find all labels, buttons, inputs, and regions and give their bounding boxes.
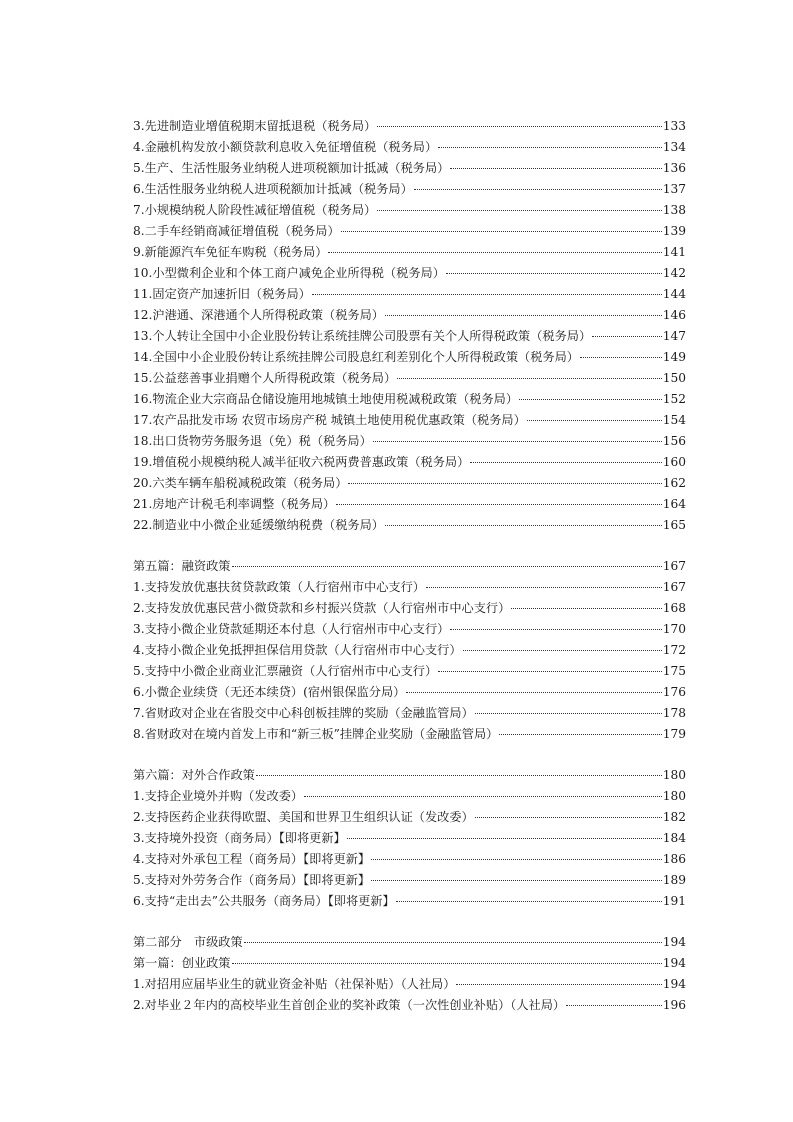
toc-entry[interactable] [133, 221, 686, 242]
toc-entry-title: 5.生产、生活性服务业纳税人进项税额加计抵减（税务局） [133, 161, 450, 175]
toc-entry[interactable] [133, 577, 686, 598]
dot-leader [385, 524, 662, 526]
toc-entry-title: 3.支持小微企业贷款延期还本付息（人行宿州市中心支行） [133, 622, 450, 636]
toc-entry[interactable] [133, 765, 686, 786]
dot-leader [371, 879, 662, 881]
toc-entry-page-number: 194 [662, 935, 686, 949]
toc-entry-page-number: 136 [662, 161, 686, 175]
toc-entry-page-number: 141 [662, 245, 686, 259]
toc-entry[interactable] [133, 494, 686, 515]
toc-entry-title: 6.生活性服务业纳税人进项税额加计抵减（税务局） [133, 182, 413, 196]
toc-entry-page-number: 152 [662, 392, 686, 406]
dot-leader [446, 272, 662, 274]
toc-entry-title: 21.房地产计税毛利率调整（税务局） [133, 497, 336, 511]
dot-leader [592, 335, 662, 337]
dot-leader [396, 900, 662, 902]
toc-entry-page-number: 156 [662, 434, 686, 448]
toc-entry-title: 16.物流企业大宗商品仓储设施用地城镇土地使用税减税政策（税务局） [133, 392, 519, 406]
dot-leader [385, 314, 662, 316]
toc-entry-title: 8.二手车经销商减征增值税（税务局） [133, 224, 340, 238]
dot-leader [256, 774, 662, 776]
dot-leader [406, 691, 661, 693]
toc-entry-page-number: 137 [662, 182, 686, 196]
toc-entry-page-number: 178 [662, 706, 686, 720]
toc-entry-page-number: 179 [662, 727, 686, 741]
toc-entry-title: 6.支持“走出去”公共服务（商务局）【即将更新】 [133, 894, 395, 908]
toc-entry-title: 14.全国中小企业股份转让系统挂牌公司股息红利差别化个人所得税政策（税务局） [133, 350, 579, 364]
toc-entry-page-number: 180 [662, 768, 686, 782]
toc-entry-page-number: 182 [662, 810, 686, 824]
toc-entry-page-number: 172 [662, 643, 686, 657]
toc-entry-title: 1.支持发放优惠扶贫贷款政策（人行宿州市中心支行） [133, 580, 425, 594]
toc-entry-page-number: 162 [662, 476, 686, 490]
toc-entry-page-number: 133 [662, 119, 686, 133]
toc-entry-page-number: 167 [662, 559, 686, 573]
dot-leader [371, 858, 662, 860]
toc-entry[interactable] [133, 158, 686, 179]
toc-entry-title: 18.出口货物劳务服务退（免）税（税务局） [133, 434, 372, 448]
toc-entry[interactable] [133, 263, 686, 284]
toc-entry[interactable] [133, 515, 686, 536]
toc-entry-title: 11.固定资产加速折旧（税务局） [133, 287, 311, 301]
toc-entry-title: 7.小规模纳税人阶段性减征增值税（税务局） [133, 203, 377, 217]
toc-entry[interactable] [133, 431, 686, 452]
toc-entry-page-number: 138 [662, 203, 686, 217]
table-of-contents [133, 116, 686, 1016]
toc-entry-page-number: 165 [662, 518, 686, 532]
toc-entry-title: 2.对毕业２年内的高校毕业生首创企业的奖补政策（一次性创业补贴）（人社局） [133, 998, 566, 1012]
toc-entry[interactable] [133, 347, 686, 368]
toc-entry-title: 1.对招用应届毕业生的就业资金补贴（社保补贴）（人社局） [133, 977, 456, 991]
section-gap [133, 745, 686, 765]
toc-entry[interactable] [133, 682, 686, 703]
dot-leader [456, 983, 661, 985]
toc-entry-page-number: 139 [662, 224, 686, 238]
toc-entry-page-number: 194 [662, 977, 686, 991]
toc-entry-title: 15.公益慈善事业捐赠个人所得税政策（税务局） [133, 371, 397, 385]
toc-entry-title: 第五篇：融资政策 [133, 559, 231, 573]
toc-entry[interactable] [133, 932, 686, 953]
dot-leader [426, 586, 662, 588]
toc-entry-title: 17.农产品批发市场 农贸市场房产税 城镇土地使用税优惠政策（税务局） [133, 413, 526, 427]
toc-entry[interactable] [133, 953, 686, 974]
toc-entry-title: 2.支持发放优惠民营小微贷款和乡村振兴贷款（人行宿州市中心支行） [133, 601, 511, 615]
toc-entry[interactable] [133, 556, 686, 577]
toc-entry[interactable] [133, 786, 686, 807]
toc-entry-title: 8.省财政对在境内首发上市和“新三板”挂牌企业奖励（金融监管局） [133, 727, 499, 741]
toc-entry-page-number: 167 [662, 580, 686, 594]
dot-leader [580, 356, 662, 358]
toc-entry-title: 4.支持小微企业免抵押担保信用贷款（人行宿州市中心支行） [133, 643, 462, 657]
toc-entry[interactable] [133, 703, 686, 724]
toc-entry[interactable] [133, 849, 686, 870]
toc-entry[interactable] [133, 389, 686, 410]
toc-entry-page-number: 146 [662, 308, 686, 322]
toc-entry[interactable] [133, 179, 686, 200]
toc-entry[interactable] [133, 807, 686, 828]
dot-leader [450, 628, 661, 630]
dot-leader [328, 251, 661, 253]
toc-entry-title: 6.小微企业续贷（无还本续贷）(宿州银保监分局） [133, 685, 406, 699]
dot-leader [304, 795, 662, 797]
toc-entry-page-number: 168 [662, 601, 686, 615]
dot-leader [470, 461, 661, 463]
toc-entry-title: 3.支持境外投资（商务局）【即将更新】 [133, 831, 346, 845]
toc-entry-title: 22.制造业中小微企业延缓缴纳税费（税务局） [133, 518, 384, 532]
toc-entry-page-number: 196 [662, 998, 686, 1012]
toc-entry-page-number: 194 [662, 956, 686, 970]
toc-entry[interactable] [133, 724, 686, 745]
dot-leader [377, 209, 662, 211]
toc-entry-page-number: 164 [662, 497, 686, 511]
toc-entry[interactable] [133, 200, 686, 221]
toc-entry-title: 7.省财政对企业在省股交中心科创板挂牌的奖励（金融监管局） [133, 706, 474, 720]
toc-entry-page-number: 184 [662, 831, 686, 845]
toc-entry-page-number: 149 [662, 350, 686, 364]
toc-entry-title: 4.支持对外承包工程（商务局）【即将更新】 [133, 852, 371, 866]
dot-leader [312, 293, 662, 295]
dot-leader [475, 816, 662, 818]
toc-entry[interactable] [133, 640, 686, 661]
toc-entry-page-number: 180 [662, 789, 686, 803]
toc-entry-page-number: 144 [662, 287, 686, 301]
dot-leader [450, 167, 661, 169]
toc-entry[interactable] [133, 598, 686, 619]
toc-group [133, 116, 686, 536]
toc-entry-page-number: 175 [662, 664, 686, 678]
toc-entry-page-number: 134 [662, 140, 686, 154]
toc-entry-page-number: 150 [662, 371, 686, 385]
toc-entry-title: 3.先进制造业增值税期末留抵退税（税务局） [133, 119, 377, 133]
toc-entry-page-number: 189 [662, 873, 686, 887]
toc-entry-page-number: 154 [662, 413, 686, 427]
dot-leader [336, 503, 662, 505]
toc-entry-page-number: 160 [662, 455, 686, 469]
toc-entry-title: 1.支持企业境外并购（发改委） [133, 789, 304, 803]
toc-entry-title: 10.小型微利企业和个体工商户减免企业所得税（税务局） [133, 266, 445, 280]
dot-leader [519, 398, 662, 400]
toc-entry[interactable] [133, 116, 686, 137]
toc-entry[interactable] [133, 828, 686, 849]
dot-leader [527, 419, 662, 421]
dot-leader [244, 941, 662, 943]
toc-entry[interactable] [133, 974, 686, 995]
dot-leader [438, 670, 662, 672]
toc-group [133, 765, 686, 912]
toc-group [133, 932, 686, 1016]
dot-leader [348, 482, 661, 484]
dot-leader [475, 712, 662, 714]
dot-leader [463, 649, 662, 651]
toc-entry[interactable] [133, 452, 686, 473]
toc-entry[interactable] [133, 284, 686, 305]
dot-leader [341, 230, 662, 232]
toc-entry-title: 第二部分 市级政策 [133, 935, 243, 949]
toc-entry-page-number: 191 [662, 894, 686, 908]
toc-entry[interactable] [133, 661, 686, 682]
dot-leader [566, 1004, 662, 1006]
toc-entry[interactable] [133, 368, 686, 389]
toc-entry-title: 12.沪港通、深港通个人所得税政策（税务局） [133, 308, 384, 322]
toc-entry[interactable] [133, 326, 686, 347]
toc-entry-page-number: 147 [662, 329, 686, 343]
toc-entry-page-number: 170 [662, 622, 686, 636]
toc-entry-title: 9.新能源汽车免征车购税（税务局） [133, 245, 328, 259]
toc-entry[interactable] [133, 137, 686, 158]
dot-leader [511, 607, 661, 609]
toc-entry-title: 19.增值税小规模纳税人减半征收六税两费普惠政策（税务局） [133, 455, 470, 469]
toc-entry[interactable] [133, 870, 686, 891]
dot-leader [373, 440, 662, 442]
dot-leader [347, 837, 662, 839]
toc-entry-page-number: 186 [662, 852, 686, 866]
toc-entry[interactable] [133, 473, 686, 494]
dot-leader [232, 962, 662, 964]
toc-entry[interactable] [133, 242, 686, 263]
dot-leader [499, 733, 661, 735]
toc-entry-title: 4.金融机构发放小额贷款利息收入免征增值税（税务局） [133, 140, 438, 154]
toc-entry[interactable] [133, 619, 686, 640]
toc-entry-title: 第一篇：创业政策 [133, 956, 231, 970]
toc-entry-title: 第六篇：对外合作政策 [133, 768, 255, 782]
section-gap [133, 536, 686, 556]
toc-group [133, 556, 686, 745]
dot-leader [414, 188, 662, 190]
dot-leader [438, 146, 662, 148]
dot-leader [232, 565, 662, 567]
section-gap [133, 912, 686, 932]
toc-entry[interactable] [133, 995, 686, 1016]
toc-entry-page-number: 142 [662, 266, 686, 280]
toc-entry-title: 2.支持医药企业获得欧盟、美国和世界卫生组织认证（发改委） [133, 810, 474, 824]
dot-leader [377, 125, 662, 127]
toc-entry[interactable] [133, 410, 686, 431]
toc-entry-title: 5.支持中小微企业商业汇票融资（人行宿州市中心支行） [133, 664, 438, 678]
toc-entry-page-number: 176 [662, 685, 686, 699]
dot-leader [397, 377, 662, 379]
toc-entry-title: 20.六类车辆车船税减税政策（税务局） [133, 476, 348, 490]
toc-entry[interactable] [133, 305, 686, 326]
toc-entry-title: 13.个人转让全国中小企业股份转让系统挂牌公司股票有关个人所得税政策（税务局） [133, 329, 592, 343]
toc-entry[interactable] [133, 891, 686, 912]
toc-entry-title: 5.支持对外劳务合作（商务局）【即将更新】 [133, 873, 371, 887]
